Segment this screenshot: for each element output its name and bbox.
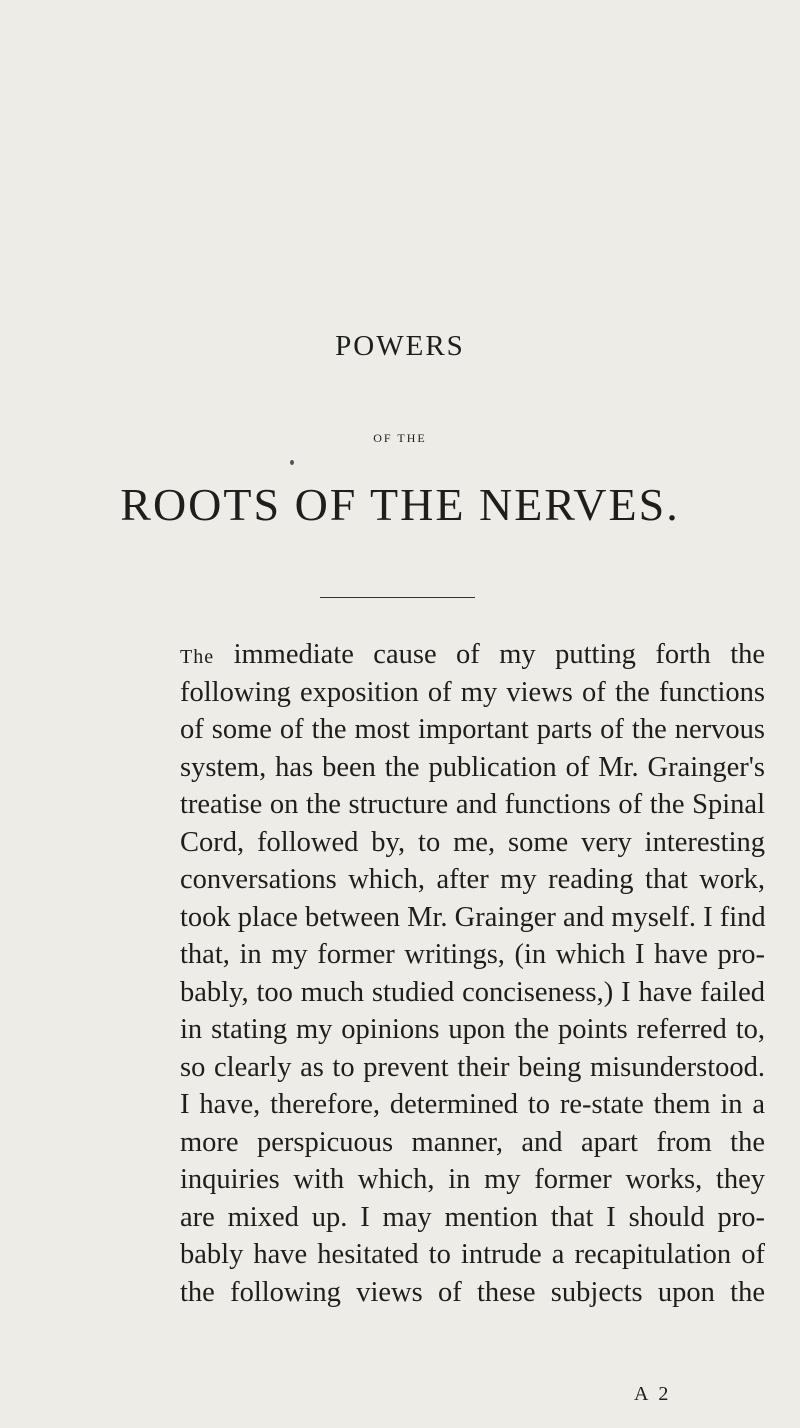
body-line: I have, therefore, determined to re-state them in a: [180, 1089, 765, 1120]
body-line: the following views of these subjects upon the: [180, 1276, 765, 1308]
body-line: system, has been the publication of Mr. Grainger's: [180, 751, 765, 783]
body-line: conversations which, after my reading that work,: [180, 864, 765, 895]
body-line: bably, too much studied conciseness,) I have failed: [180, 976, 765, 1008]
body-line: following exposition of my views of the functions: [180, 676, 765, 708]
body-line: inquiries with which, in my former works, they: [180, 1164, 765, 1195]
title-powers: POWERS: [335, 330, 465, 362]
body-line: [180, 636, 765, 674]
body-line: treatise on the structure and functions of the Spinal: [180, 789, 765, 820]
body-paragraph: [180, 636, 765, 1311]
signature-mark: A 2: [634, 1383, 672, 1405]
body-line: in stating my opinions upon the points referred to,: [180, 1014, 765, 1045]
body-line: so clearly as to prevent their being misunderstood.: [180, 1051, 765, 1083]
body-line-text: immediate cause of my putting forth the: [233, 639, 766, 670]
body-line: Cord, followed by, to me, some very interesting: [180, 826, 765, 858]
body-line: are mixed up. I may mention that I should pro-: [180, 1201, 765, 1233]
ink-speck: [290, 460, 294, 465]
body-line: more perspicuous manner, and apart from the: [180, 1126, 765, 1158]
title-rule: [320, 597, 475, 598]
opening-word: The: [180, 646, 215, 668]
body-line: of some of the most important parts of the nervous: [180, 714, 765, 745]
body-line: bably have hesitated to intrude a recapitulation of: [180, 1239, 765, 1270]
body-line: took place between Mr. Grainger and myself. I find: [180, 901, 766, 933]
title-of-the: OF THE: [373, 431, 427, 445]
body-line: that, in my former writings, (in which I have pro-: [180, 939, 765, 970]
title-roots-of-the-nerves: ROOTS OF THE NERVES.: [120, 479, 680, 530]
